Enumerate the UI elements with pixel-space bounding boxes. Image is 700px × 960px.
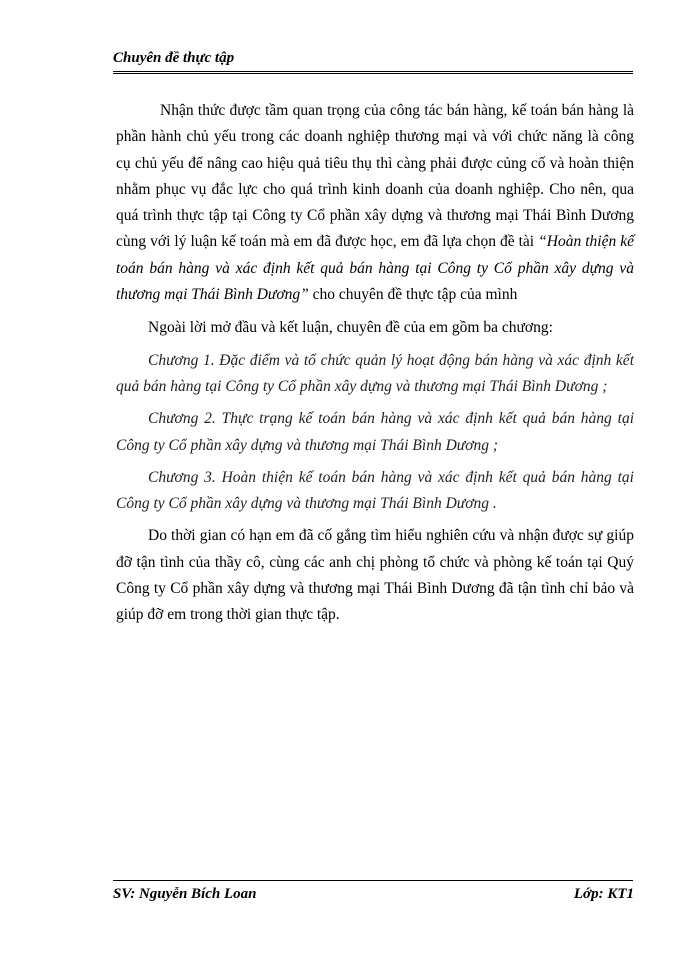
document-body <box>116 98 634 629</box>
chapter-2: Chương 2. Thực trạng kế toán bán hàng và xác định kết quả bán hàng tại Công ty Cổ phần xây dựng và thương mại Thái Bình Dương ; <box>116 410 634 454</box>
footer-divider <box>113 880 633 881</box>
intro-text: Nhận thức được tầm quan trọng của công tác bán hàng, kế toán bán hàng là phần hành chủ yếu trong các doanh nghiệp thương mại và với chức năng là công cụ chủ yếu để nâng cao hiệu quả tiêu thụ thì càng phải được củng cố và hoàn thiện nhằm phục vụ đắc lực cho quá trình kinh doanh của doanh nghiệp. Cho nên, qua quá trình thực tập tại Công ty Cổ phần xây dựng và thương mại Thái Bình Dương cùng với lý luận kế toán mà em đã được học, em đã lựa chọn đề tài <box>116 102 634 251</box>
thesis-topic: “Hoàn thiện kế toán bán hàng và xác định kết quả bán hàng tại Công ty Cổ phần xây dựng và thương mại Thái Bình Dương” <box>116 233 634 304</box>
footer-class: Lớp: KT1 <box>573 886 634 902</box>
chapter-3: Chương 3. Hoàn thiện kế toán bán hàng và xác định kết quả bán hàng tại Công ty Cổ phần xây dựng và thương mại Thái Bình Dương . <box>116 468 634 513</box>
chapter-1: Chương 1. Đặc điểm và tổ chức quản lý hoạt động bán hàng và xác định kết quả bán hàng tại Công ty Cổ phần xây dựng và thương mại Thái Bình Dương ; <box>116 351 634 395</box>
acknowledgement-paragraph: Do thời gian có hạn em đã cố gắng tìm hiểu nghiên cứu và nhận được sự giúp đỡ tận tình của thầy cô, cùng các anh chị phòng tổ chức và phòng kế toán tại Quý Công ty Cổ phần xây dựng và thương mại Thái Bình Dương đã tận tình chỉ bảo và giúp đỡ em trong thời gian thực tập. <box>116 527 634 624</box>
page-header-title: Chuyên đề thực tập <box>113 50 235 66</box>
intro-paragraph <box>116 98 634 308</box>
intro-text-end: cho chuyên đề thực tập của mình <box>308 286 518 304</box>
structure-paragraph: Ngoài lời mở đầu và kết luận, chuyên đề của em gồm ba chương: <box>148 319 553 337</box>
footer-student-name: SV: Nguyễn Bích Loan <box>113 886 257 902</box>
header-divider <box>113 71 633 74</box>
